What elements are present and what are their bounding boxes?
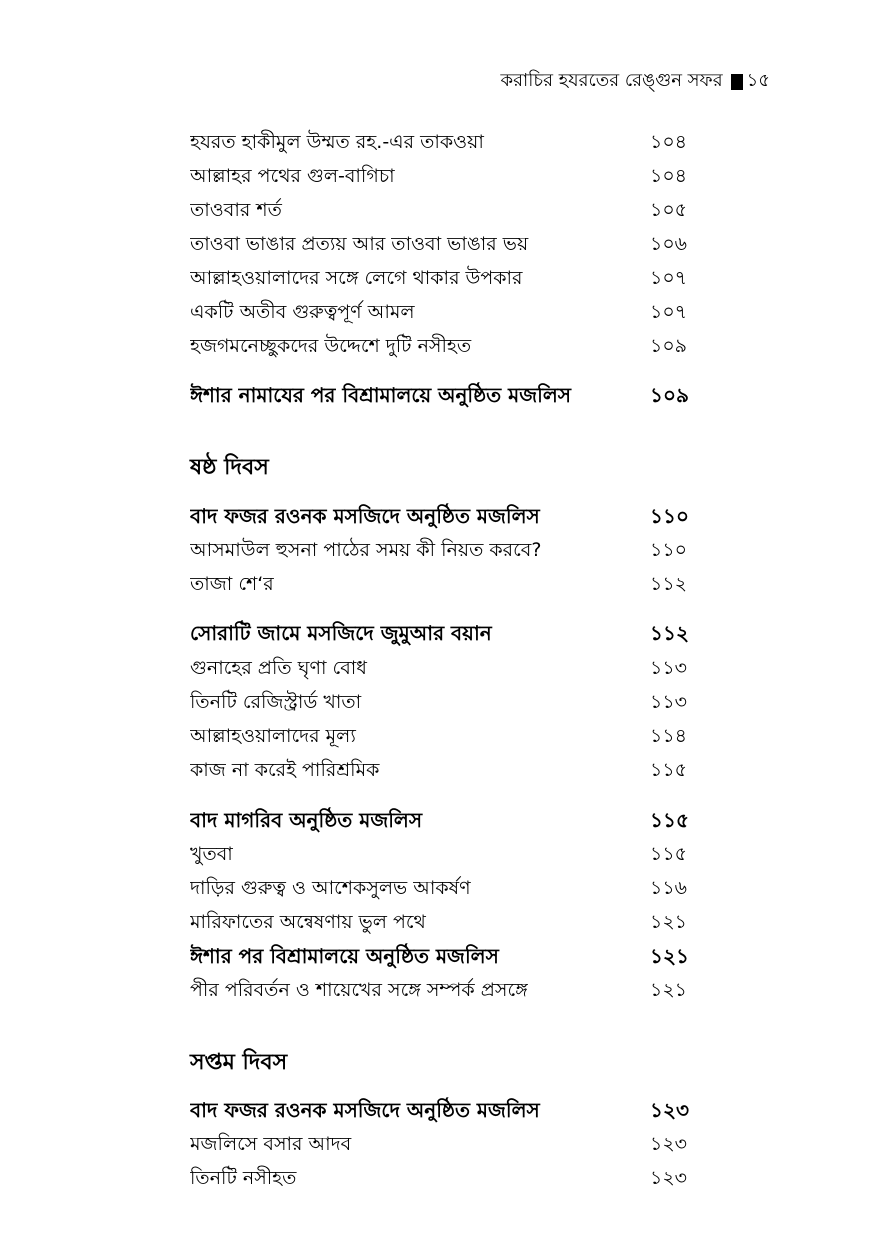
toc-section-row (190, 1096, 700, 1128)
toc-section-row (190, 942, 700, 974)
toc-entry-title: বাদ ফজর রওনক মসজিদে অনুষ্ঠিত মজলিস (190, 503, 540, 528)
toc-entry-page: ১২১ (650, 911, 688, 933)
toc-entry-title: তিনটি রেজিস্ট্রার্ড খাতা (190, 691, 362, 713)
toc-entry-title: বাদ মাগরিব অনুষ্ঠিত মজলিস (190, 807, 423, 832)
day-heading: সপ্তম দিবস (190, 1050, 288, 1075)
toc-entry-row (190, 756, 700, 788)
toc-section-row (190, 806, 700, 838)
toc-entry-page: ১১০ (650, 539, 688, 561)
toc-entry-title: কাজ না করেই পারিশ্রমিক (190, 759, 380, 781)
toc-entry-title: দাড়ির গুরুত্ব ও আশেকসুলভ আকর্ষণ (190, 877, 471, 899)
toc-entry-title: আল্লাহওয়ালাদের সঙ্গে লেগে থাকার উপকার (190, 267, 523, 289)
toc-entry-page: ১২৩ (650, 1167, 688, 1189)
toc-entry-row (190, 722, 700, 754)
toc-entry-page: ১১২ (650, 573, 688, 595)
toc-entry-title: তিনটি নসীহত (190, 1167, 297, 1189)
toc-entry-row (190, 840, 700, 872)
toc-entry-page: ১০৫ (650, 199, 688, 221)
toc-entry-title: ঈশার নামাযের পর বিশ্রামালয়ে অনুষ্ঠিত মজলিস (190, 382, 571, 407)
toc-entry-page: ১০৬ (650, 233, 688, 255)
toc-entry-page: ১২৩ (650, 1097, 689, 1122)
page-number: ১৫ (746, 70, 770, 91)
toc-entry-row (190, 196, 700, 228)
toc-entry-title: মজলিসে বসার আদব (190, 1133, 352, 1155)
toc-entry-page: ১১৩ (650, 691, 688, 713)
toc-entry-title: তাওবা ভাঙার প্রত্যয় আর তাওবা ভাঙার ভয় (190, 233, 529, 255)
toc-entry-page: ১১৫ (650, 843, 687, 865)
toc-entry-row (190, 874, 700, 906)
toc-entry-page: ১১৬ (650, 877, 688, 899)
toc-entry-page: ১১৫ (650, 807, 689, 832)
toc-entry-title: তাওবার শর্ত (190, 199, 282, 221)
toc-entry-row (190, 128, 700, 160)
toc-entry-title: সোরাটি জামে মসজিদে জুমুআর বয়ান (190, 620, 492, 645)
toc-entry-row (190, 688, 700, 720)
toc-entry-page: ১১৪ (650, 725, 687, 747)
toc-entry-row (190, 570, 700, 602)
toc-entry-row (190, 264, 700, 296)
toc-entry-title: তাজা শে‘র (190, 573, 274, 595)
toc-entry-title: হযরত হাকীমুল উম্মত রহ.-এর তাকওয়া (190, 131, 484, 153)
toc-entry-page: ১১৫ (650, 759, 687, 781)
toc-entry-row (190, 1130, 700, 1162)
toc-entry-row (190, 536, 700, 568)
toc-entry-page: ১০৭ (650, 267, 688, 289)
toc-entry-title: আসমাউল হুসনা পাঠের সময় কী নিয়ত করবে? (190, 539, 542, 561)
toc-entry-title: ঈশার পর বিশ্রামালয়ে অনুষ্ঠিত মজলিস (190, 943, 499, 968)
toc-section-row (190, 502, 700, 534)
toc-entry-title: খুতবা (190, 843, 233, 865)
toc-entry-page: ১০৪ (650, 131, 688, 153)
toc-entry-row (190, 1164, 700, 1196)
toc-entry-row (190, 908, 700, 940)
toc-entry-page: ১১০ (650, 503, 689, 528)
toc-entry-page: ১০৯ (650, 335, 688, 357)
toc-section-row (190, 381, 700, 413)
toc-entry-page: ১০৪ (650, 165, 688, 187)
toc-entry-row (190, 654, 700, 686)
toc-entry-title: হজগমনেচ্ছুকদের উদ্দেশে দুটি নসীহত (190, 335, 472, 357)
toc-entry-row (190, 332, 700, 364)
toc-entry-row (190, 976, 700, 1008)
toc-entry-title: গুনাহের প্রতি ঘৃণা বোধ (190, 657, 367, 679)
toc-entry-row (190, 298, 700, 330)
toc-entry-page: ১১৩ (650, 657, 688, 679)
toc-entry-title: পীর পরিবর্তন ও শায়েখের সঙ্গে সম্পর্ক প্রসঙ্গে (190, 979, 528, 1001)
toc-entry-page: ১০৭ (650, 301, 688, 323)
toc-entry-title: আল্লাহর পথের গুল-বাগিচা (190, 165, 395, 187)
toc-entry-page: ১২৩ (650, 1133, 688, 1155)
running-title: করাচির হযরতের রেঙ্গুন সফর (500, 70, 723, 91)
day-heading: ষষ্ঠ দিবস (190, 455, 269, 480)
toc-entry-row (190, 230, 700, 262)
toc-entry-page: ১২১ (650, 943, 689, 968)
toc-entry-page: ১১২ (650, 620, 689, 645)
toc-entry-title: বাদ ফজর রওনক মসজিদে অনুষ্ঠিত মজলিস (190, 1097, 540, 1122)
toc-entry-title: মারিফাতের অন্বেষণায় ভুল পথে (190, 911, 426, 933)
toc-entry-page: ১২১ (650, 979, 688, 1001)
toc-section-row (190, 619, 700, 651)
toc-entry-title: একটি অতীব গুরুত্বপূর্ণ আমল (190, 301, 415, 323)
toc-entry-page: ১০৯ (650, 382, 689, 407)
toc-entry-row (190, 162, 700, 194)
toc-entry-title: আল্লাহওয়ালাদের মূল্য (190, 725, 356, 747)
